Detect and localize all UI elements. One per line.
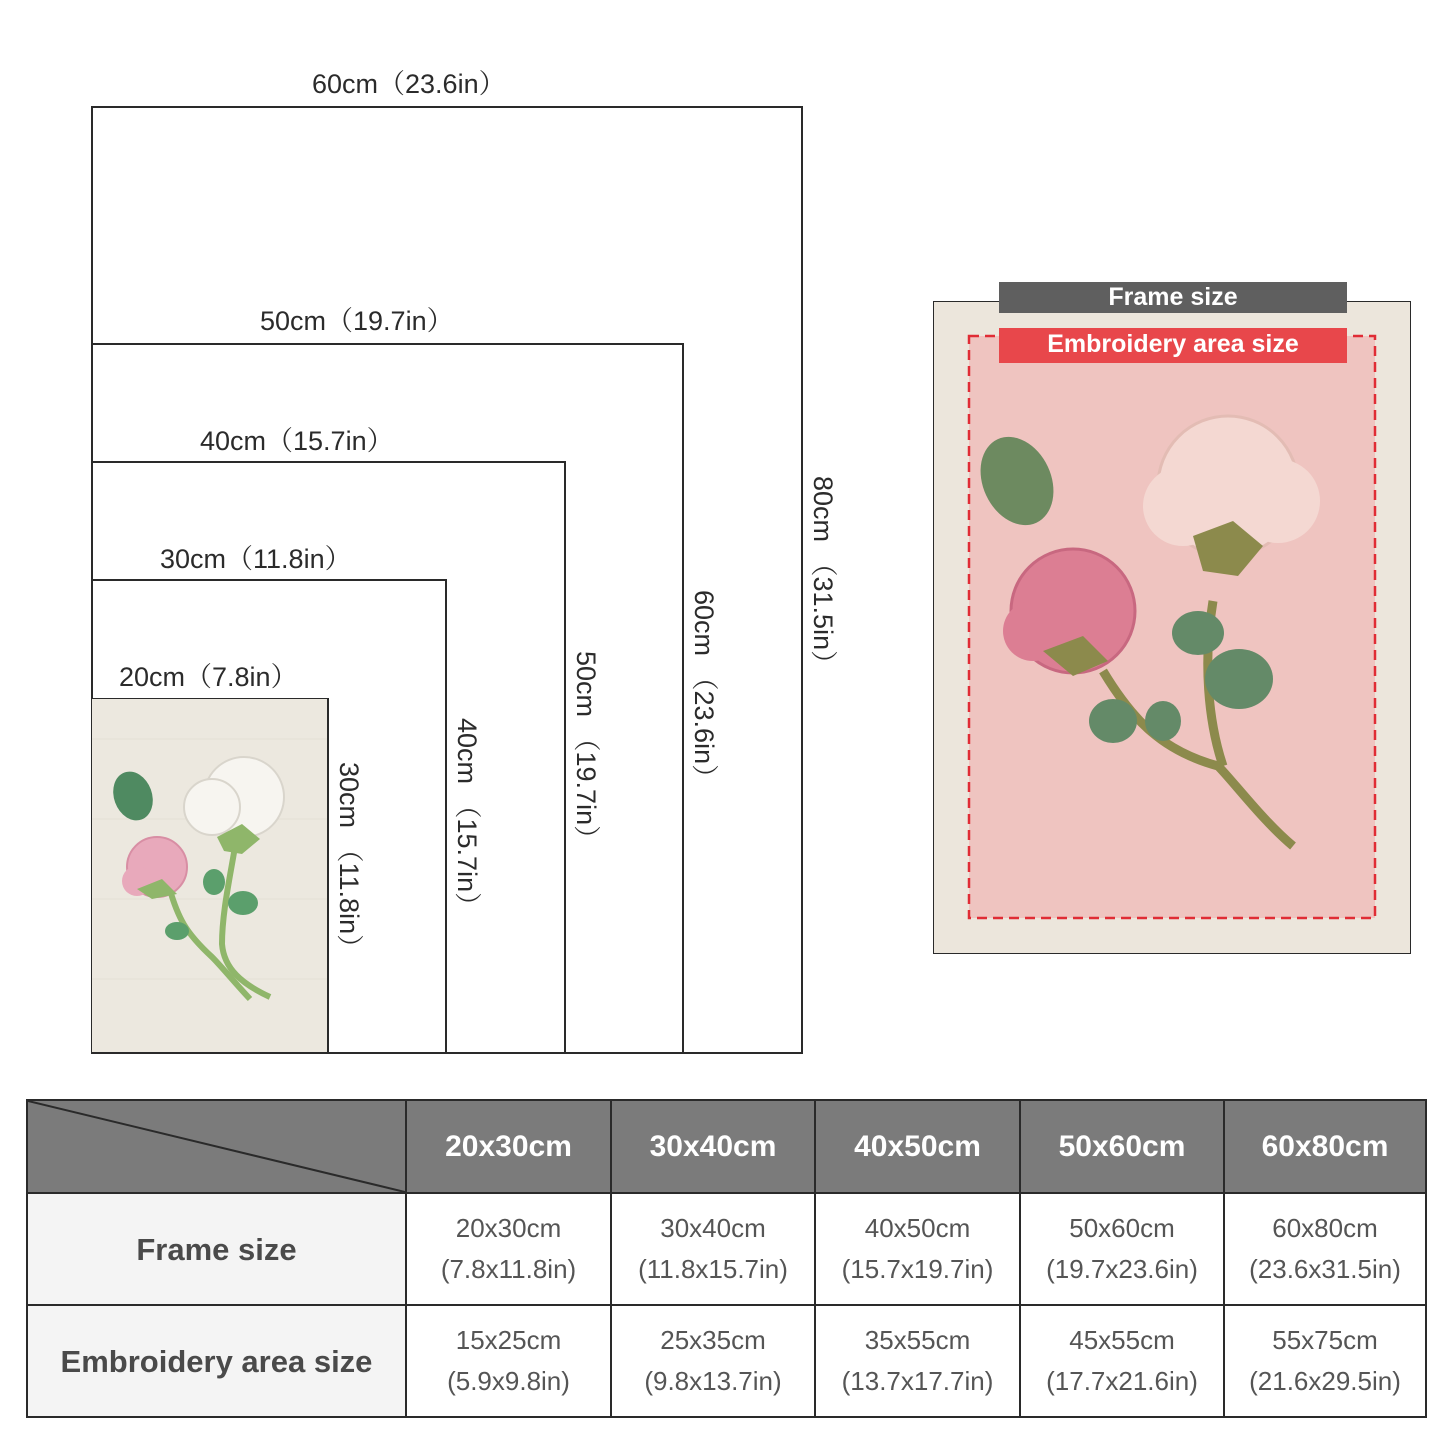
- frame-size-badge: Frame size: [999, 282, 1347, 313]
- table-corner-cell: [27, 1100, 406, 1193]
- cell-in: (11.8x15.7in): [638, 1254, 788, 1284]
- column-header: 40x50cm: [815, 1100, 1020, 1193]
- cell-cm: 20x30cm: [455, 1213, 562, 1243]
- height-label-40: 40cm （15.7in）: [452, 718, 482, 920]
- cell-in: (7.8x11.8in): [440, 1254, 577, 1284]
- table-cell: [1224, 1305, 1426, 1417]
- row-label: Embroidery area size: [27, 1305, 406, 1417]
- height-label-50: 50cm （19.7in）: [571, 651, 601, 853]
- cell-in: (13.7x17.7in): [841, 1366, 994, 1396]
- table-cell: [611, 1193, 815, 1305]
- column-header: 50x60cm: [1020, 1100, 1224, 1193]
- width-label-60: 60cm（23.6in）: [312, 69, 506, 99]
- width-label-20: 20cm（7.8in）: [119, 662, 298, 692]
- embroidery-preview: [933, 301, 1411, 954]
- column-header: 30x40cm: [611, 1100, 815, 1193]
- cell-in: (19.7x23.6in): [1046, 1254, 1198, 1284]
- table-cell: [815, 1193, 1020, 1305]
- cell-cm: 30x40cm: [660, 1213, 766, 1243]
- table-row-frame-size: [27, 1193, 1426, 1305]
- embroidery-area-badge: Embroidery area size: [999, 328, 1347, 363]
- column-header: 20x30cm: [406, 1100, 611, 1193]
- height-label-60: 60cm （23.6in）: [689, 590, 719, 792]
- size-table: [26, 1099, 1427, 1418]
- cell-cm: 40x50cm: [864, 1213, 971, 1243]
- cell-in: (21.6x29.5in): [1249, 1366, 1401, 1396]
- height-label-80: 80cm （31.5in）: [808, 476, 838, 678]
- width-label-30: 30cm（11.8in）: [160, 544, 352, 574]
- height-label-30: 30cm （11.8in）: [334, 762, 364, 962]
- table-cell: [815, 1305, 1020, 1417]
- table-header-row: [27, 1100, 1426, 1193]
- table-cell: [406, 1305, 611, 1417]
- cell-cm: 60x80cm: [1272, 1213, 1378, 1243]
- width-label-40: 40cm（15.7in）: [200, 426, 394, 456]
- cell-in: (5.9x9.8in): [447, 1366, 570, 1396]
- cell-cm: 25x35cm: [660, 1325, 766, 1355]
- cell-cm: 50x60cm: [1069, 1213, 1175, 1243]
- cell-in: (9.8x13.7in): [644, 1366, 782, 1396]
- table-row-embroidery-area: [27, 1305, 1426, 1417]
- row-label: Frame size: [27, 1193, 406, 1305]
- cell-in: (23.6x31.5in): [1249, 1254, 1401, 1284]
- table-cell: [1020, 1193, 1224, 1305]
- corner-diagonal-line: [28, 1101, 405, 1192]
- cell-cm: 15x25cm: [455, 1325, 562, 1355]
- table-cell: [406, 1193, 611, 1305]
- embroidery-thumbnail: [92, 699, 327, 1052]
- table-cell: [1020, 1305, 1224, 1417]
- width-label-50: 50cm（19.7in）: [260, 306, 454, 336]
- column-header: 60x80cm: [1224, 1100, 1426, 1193]
- cell-cm: 45x55cm: [1069, 1325, 1175, 1355]
- cell-in: (15.7x19.7in): [841, 1254, 994, 1284]
- cell-cm: 55x75cm: [1272, 1325, 1378, 1355]
- cell-cm: 35x55cm: [864, 1325, 971, 1355]
- cell-in: (17.7x21.6in): [1046, 1366, 1198, 1396]
- table-cell: [1224, 1193, 1426, 1305]
- table-cell: [611, 1305, 815, 1417]
